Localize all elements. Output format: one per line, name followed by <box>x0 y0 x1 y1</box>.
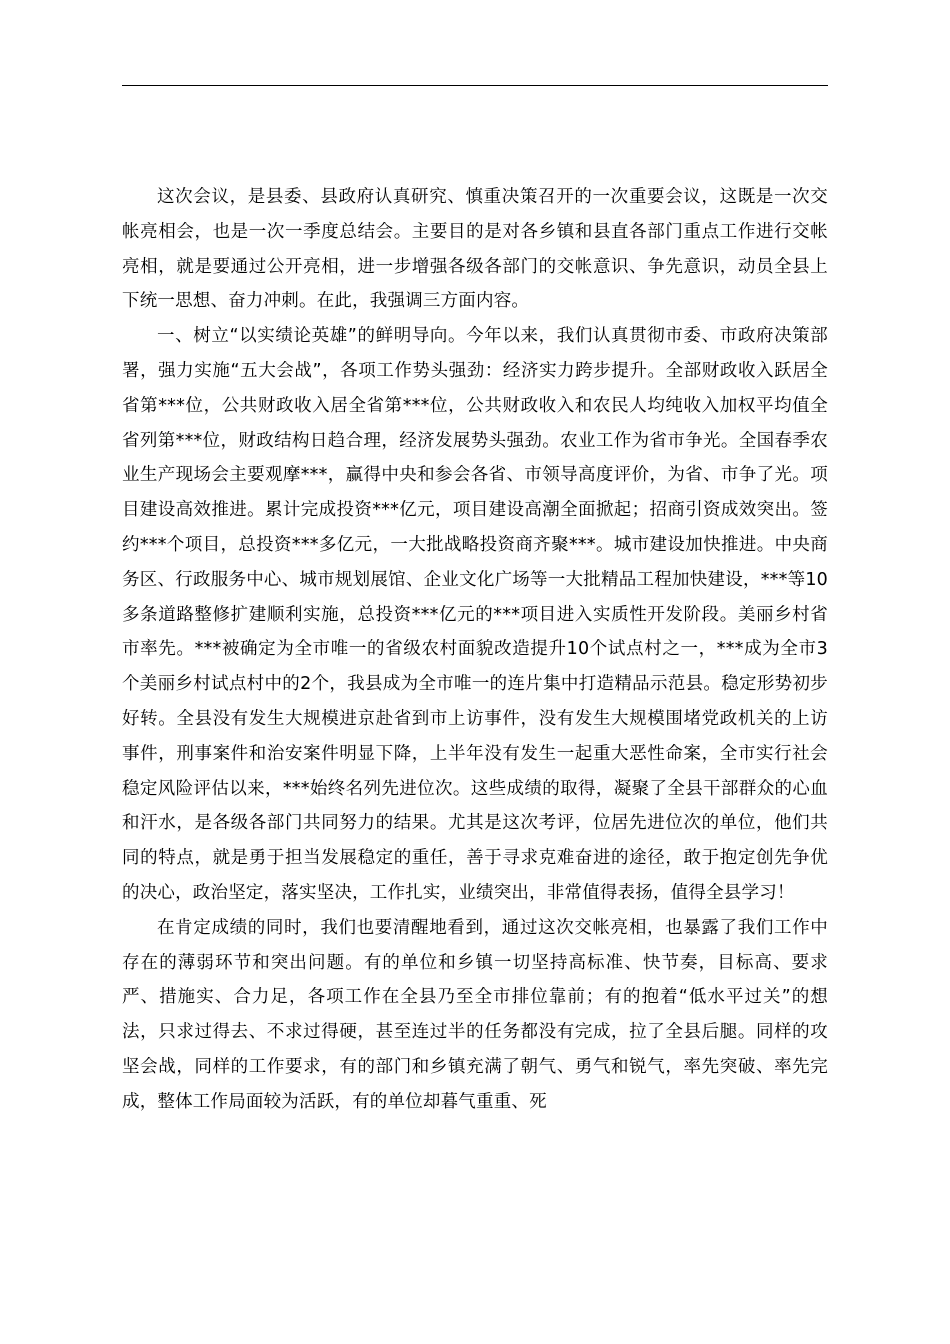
header-rule <box>122 85 828 86</box>
paragraph-section-one: 一、树立“以实绩论英雄”的鲜明导向。今年以来，我们认真贯彻市委、市政府决策部署，强力实施“五大会战”，各项工作势头强劲：经济实力跨步提升。全部财政收入跃居全省第***位，公共财政收入居全省第***位，公共财政收入和农民人均纯收入加权平均值全省列第***位，财政结构日趋合理，经济发展势头强劲。农业工作为省市争光。全国春季农业生产现场会主要观摩***，赢得中央和参会各省、市领导高度评价，为省、市争了光。项目建设高效推进。累计完成投资***亿元，项目建设高潮全面掀起；招商引资成效突出。签约***个项目，总投资***多亿元，一大批战略投资商齐聚***。城市建设加快推进。中央商务区、行政服务中心、城市规划展馆、企业文化广场等一大批精品工程加快建设，***等10多条道路整修扩建顺利实施，总投资***亿元的***项目进入实质性开发阶段。美丽乡村省市率先。***被确定为全市唯一的省级农村面貌改造提升10个试点村之一，***成为全市3个美丽乡村试点村中的2个，我县成为全市唯一的连片集中打造精品示范县。稳定形势初步好转。全县没有发生大规模进京赴省到市上访事件，没有发生大规模围堵党政机关的上访事件，刑事案件和治安案件明显下降，上半年没有发生一起重大恶性命案，全市实行社会稳定风险评估以来，***始终名列先进位次。这些成绩的取得，凝聚了全县干部群众的心血和汗水，是各级各部门共同努力的结果。尤其是这次考评，位居先进位次的单位，他们共同的特点，就是勇于担当发展稳定的重任，善于寻求克难奋进的途径，敢于抱定创先争优的决心，政治坚定，落实坚决，工作扎实，业绩突出，非常值得表扬，值得全县学习！ <box>122 326 828 903</box>
document-body <box>122 180 828 1120</box>
paragraph-problems: 在肯定成绩的同时，我们也要清醒地看到，通过这次交帐亮相，也暴露了我们工作中存在的薄弱环节和突出问题。有的单位和乡镇一切坚持高标准、快节奏，目标高、要求严、措施实、合力足，各项工作在全县乃至全市排位靠前；有的抱着“低水平过关”的想法，只求过得去、不求过得硬，甚至连过半的任务都没有完成，拉了全县后腿。同样的攻坚会战，同样的工作要求，有的部门和乡镇充满了朝气、勇气和锐气，率先突破、率先完成，整体工作局面较为活跃，有的单位却暮气重重、死 <box>122 917 828 1112</box>
paragraph-intro: 这次会议，是县委、县政府认真研究、慎重决策召开的一次重要会议，这既是一次交帐亮相会，也是一次一季度总结会。主要目的是对各乡镇和县直各部门重点工作进行交帐亮相，就是要通过公开亮相，进一步增强各级各部门的交帐意识、争先意识，动员全县上下统一思想、奋力冲刺。在此，我强调三方面内容。 <box>122 187 828 312</box>
